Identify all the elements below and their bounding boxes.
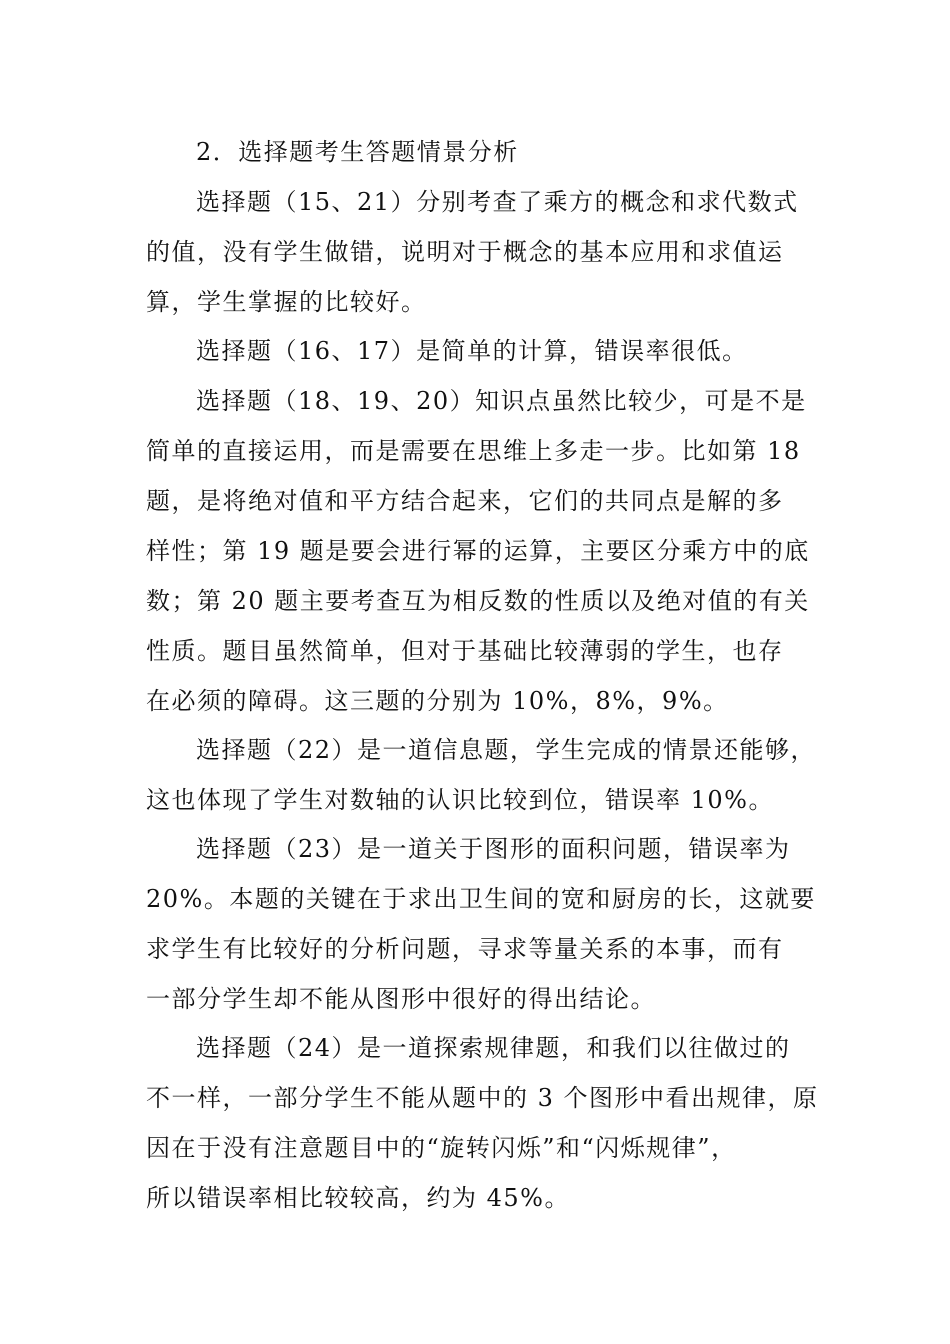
paragraph-line: 选择题（16、17）是简单的计算，错误率很低。 [196,337,748,365]
section-heading: 2．选择题考生答题情景分析 [196,138,519,166]
paragraph-line: 的值，没有学生做错，说明对于概念的基本应用和求值运 [146,238,784,266]
paragraph-line: 因在于没有注意题目中的“旋转闪烁”和“闪烁规律”， [146,1134,737,1162]
paragraph-line: 算，学生掌握的比较好。 [146,288,427,316]
paragraph-line: 题，是将绝对值和平方结合起来，它们的共同点是解的多 [146,487,784,515]
paragraph-line: 所以错误率相比较较高，约为 45%。 [146,1184,570,1212]
paragraph-line: 数；第 20 题主要考查互为相反数的性质以及绝对值的有关 [146,587,810,615]
paragraph-line: 选择题（18、19、20）知识点虽然比较少，可是不是 [196,387,807,415]
paragraph-line: 简单的直接运用，而是需要在思维上多走一步。比如第 18 [146,437,801,465]
paragraph-line: 选择题（22）是一道信息题，学生完成的情景还能够， [196,736,817,764]
paragraph-line: 选择题（23）是一道关于图形的面积问题，错误率为 [196,835,791,863]
paragraph-line: 不一样，一部分学生不能从题中的 3 个图形中看出规律，原 [146,1084,819,1112]
paragraph-line: 样性；第 19 题是要会进行幂的运算，主要区分乘方中的底 [146,537,810,565]
paragraph-line: 选择题（24）是一道探索规律题，和我们以往做过的 [196,1034,791,1062]
paragraph-line: 性质。题目虽然简单，但对于基础比较薄弱的学生，也存 [146,637,784,665]
paragraph-line: 求学生有比较好的分析问题，寻求等量关系的本事，而有 [146,935,784,963]
paragraph-line: 这也体现了学生对数轴的认识比较到位，错误率 10%。 [146,786,774,814]
paragraph-line: 一部分学生却不能从图形中很好的得出结论。 [146,985,656,1013]
paragraph-line: 选择题（15、21）分别考查了乘方的概念和求代数式 [196,188,799,216]
paragraph-line: 20%。本题的关键在于求出卫生间的宽和厨房的长，这就要 [146,885,816,913]
paragraph-line: 在必须的障碍。这三题的分别为 10%，8%，9%。 [146,687,729,715]
